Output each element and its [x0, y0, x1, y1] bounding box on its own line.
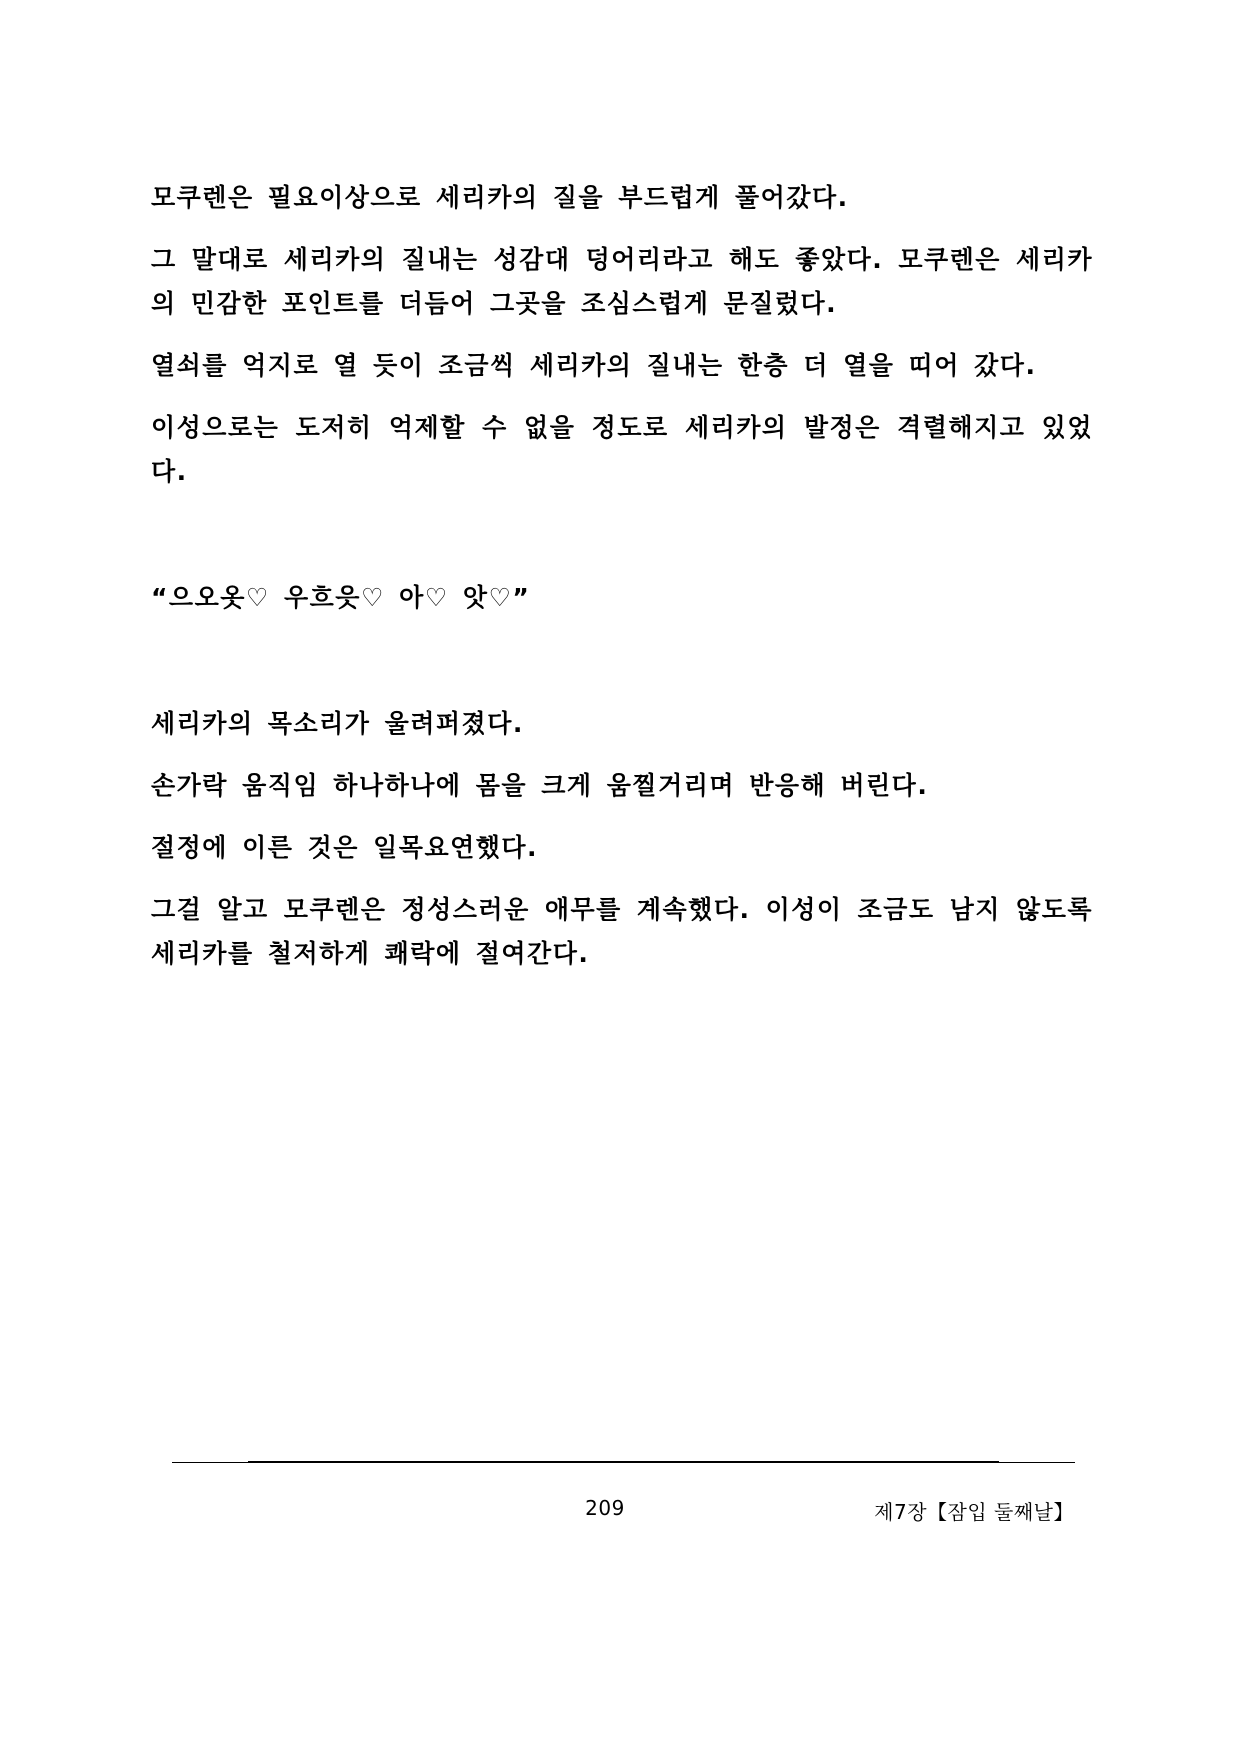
running-title: 제7장【잠입 둘째날】: [874, 1500, 1074, 1524]
paragraph: 그 말대로 세리카의 질내는 성감대 덩어리라고 해도 좋았다. 모쿠렌은 세리카의 민감한 포인트를 더듬어 그곳을 조심스럽게 문질렀다.: [151, 245, 1093, 318]
paragraph: 그걸 알고 모쿠렌은 정성스러운 애무를 계속했다. 이성이 조금도 남지 않도록 세리카를 철저하게 쾌락에 절여간다.: [151, 895, 1093, 968]
paragraph: 절정에 이른 것은 일목요연했다.: [151, 833, 539, 862]
footer-divider-bold: [248, 1461, 999, 1463]
paragraph: 이성으로는 도저히 억제할 수 없을 정도로 세리카의 발정은 격렬해지고 있었다.: [151, 413, 1093, 486]
body-text: [151, 176, 1093, 976]
paragraph: 세리카의 목소리가 울려퍼졌다.: [151, 709, 524, 738]
dialogue-line: “으오옷♡ 우흐읏♡ 아♡ 앗♡”: [151, 583, 531, 612]
page-number: 209: [585, 1496, 625, 1520]
paragraph: 열쇠를 억지로 열 듯이 조금씩 세리카의 질내는 한층 더 열을 띠어 갔다.: [151, 351, 1037, 380]
paragraph: 손가락 움직임 하나하나에 몸을 크게 움찔거리며 반응해 버린다.: [151, 771, 929, 800]
paragraph: 모쿠렌은 필요이상으로 세리카의 질을 부드럽게 풀어갔다.: [151, 183, 849, 212]
